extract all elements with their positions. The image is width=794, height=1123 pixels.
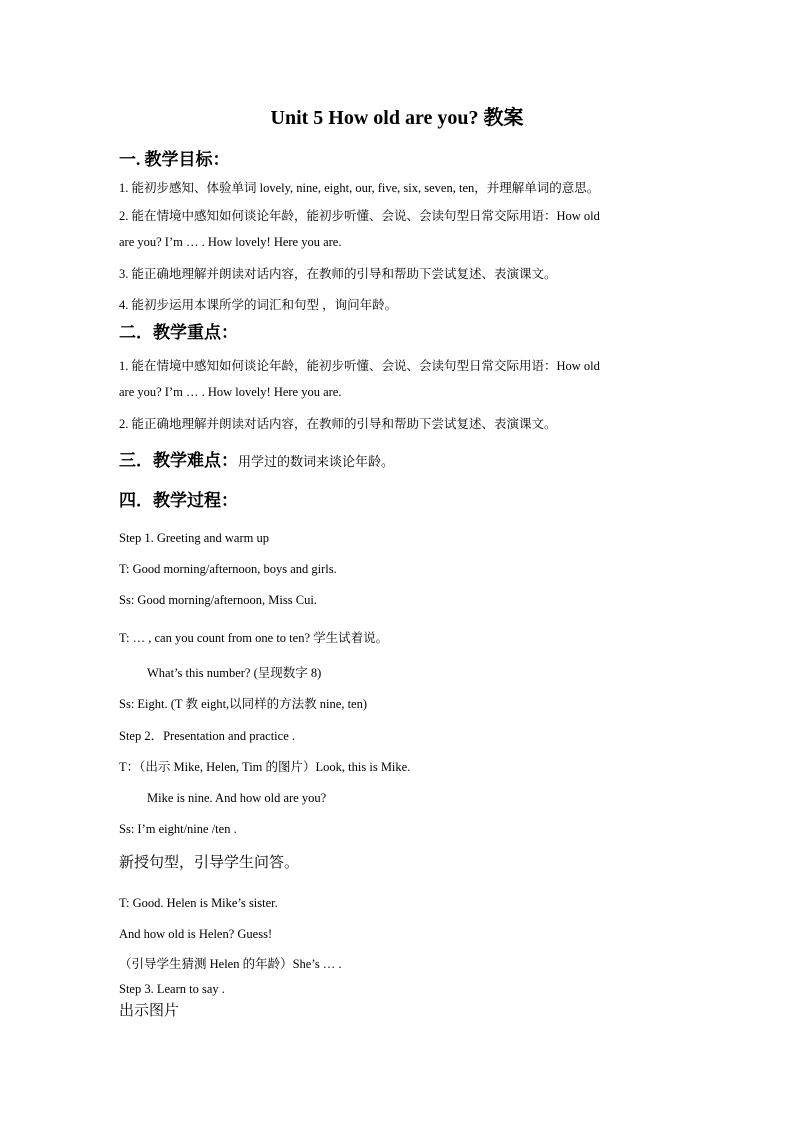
teacher-line-4c: （引导学生猜测 Helen 的年龄）She’s … . <box>119 957 342 971</box>
section-heading-difficulty <box>119 450 394 473</box>
key-point-item-2: 2. 能正确地理解并朗读对话内容，在教师的引导和帮助下尝试复述、表演课文。 <box>119 417 557 431</box>
teacher-line-3b: Mike is nine. And how old are you? <box>147 791 327 805</box>
key-point-item-1-cont: are you? I’m … . How lovely! Here you are. <box>119 385 342 399</box>
teacher-line-2: T: … , can you count from one to ten? 学生试着说。 <box>119 631 389 645</box>
teacher-line-4b: And how old is Helen? Guess! <box>119 927 273 941</box>
section-heading-process: 四．教学过程： <box>119 491 238 510</box>
objective-item-4: 4. 能初步运用本课所学的词汇和句型 ，询问年龄。 <box>119 298 398 312</box>
difficulty-text: 用学过的数词来谈论年龄。 <box>238 454 395 469</box>
teacher-line-3: T：（出示 Mike, Helen, Tim 的图片）Look, this is Mike. <box>119 760 411 774</box>
teacher-line-4: T: Good. Helen is Mike’s sister. <box>119 896 278 910</box>
objective-item-2-cont: are you? I’m … . How lovely! Here you are. <box>119 235 342 249</box>
students-line-3: Ss: I’m eight/nine /ten . <box>119 822 237 836</box>
difficulty-heading-text: 三．教学难点： <box>119 451 238 470</box>
objective-item-1: 1. 能初步感知、体验单词 lovely, nine, eight, our, five, six, seven, ten，并理解单词的意思。 <box>119 181 600 195</box>
step-3-heading: Step 3. Learn to say . <box>119 982 225 996</box>
key-point-item-1: 1. 能在情境中感知如何谈论年龄，能初步听懂、会说、会读句型日常交际用语：How old <box>119 359 600 373</box>
page-title: Unit 5 How old are you? 教案 <box>270 107 524 129</box>
students-line-1: Ss: Good morning/afternoon, Miss Cui. <box>119 593 317 607</box>
show-picture-note: 出示图片 <box>119 1003 180 1019</box>
students-line-2: Ss: Eight. (T 教 eight,以同样的方法教 nine, ten) <box>119 697 368 711</box>
step-1-heading: Step 1. Greeting and warm up <box>119 531 269 545</box>
objective-item-3: 3. 能正确地理解并朗读对话内容，在教师的引导和帮助下尝试复述、表演课文。 <box>119 267 557 281</box>
new-pattern-note: 新授句型，引导学生问答。 <box>119 855 300 871</box>
objective-item-2: 2. 能在情境中感知如何谈论年龄，能初步听懂、会说、会读句型日常交际用语：How old <box>119 209 600 223</box>
teacher-line-2b: What’s this number? (呈现数字 8) <box>147 666 322 680</box>
teacher-line-1: T: Good morning/afternoon, boys and girls. <box>119 562 337 576</box>
step-2-heading: Step 2．Presentation and practice . <box>119 729 295 743</box>
section-heading-objectives: 一. 教学目标： <box>119 150 230 169</box>
section-heading-key-points: 二．教学重点： <box>119 323 238 342</box>
